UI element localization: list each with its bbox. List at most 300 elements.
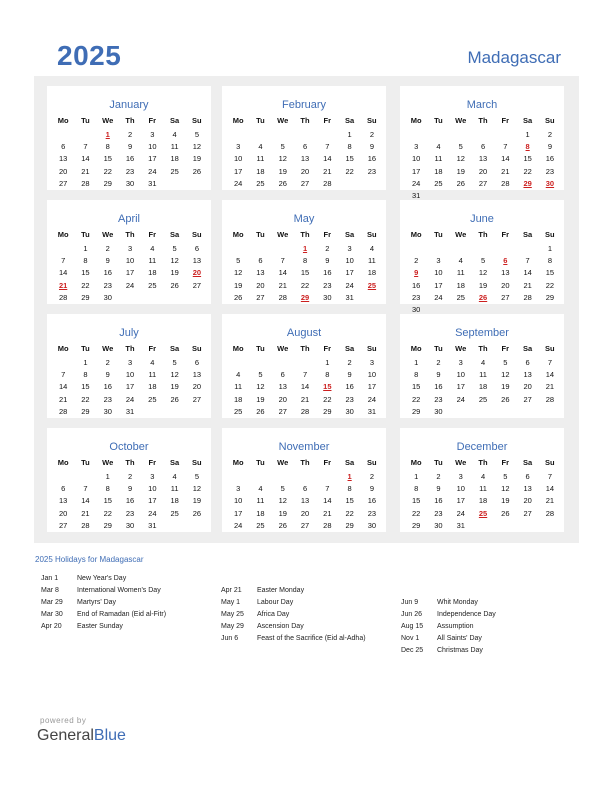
day-cell: 11 (234, 382, 243, 392)
day-cell: 13 (501, 268, 510, 278)
day-cell: 29 (81, 406, 90, 416)
month-title: March (466, 99, 498, 111)
weekday-label: Tu (81, 458, 90, 467)
weekday-label: Fr (148, 458, 157, 467)
day-cell: 29 (103, 520, 112, 530)
year-title: 2025 (57, 40, 122, 71)
day-cell: 1 (414, 472, 419, 481)
day-cell: 9 (105, 256, 110, 266)
day-cell: 27 (300, 520, 310, 530)
weekday-label: Sa (169, 230, 180, 239)
empty-cell (427, 129, 449, 141)
day-cell: 9 (547, 142, 553, 152)
day-grid (405, 129, 561, 202)
day-cell: 7 (83, 484, 88, 494)
weekday-label: Mo (410, 230, 422, 239)
day-cell: 15 (300, 268, 310, 278)
day-cell: 4 (150, 358, 155, 367)
weekday-label: Su (545, 116, 555, 125)
day-cell: 17 (434, 280, 443, 290)
empty-cell (450, 243, 472, 255)
day-cell: 1 (83, 244, 88, 253)
weekday-header (52, 344, 208, 353)
day-cell: 7 (547, 472, 553, 481)
holiday-name: Easter Monday (257, 587, 305, 594)
day-cell: 2 (127, 130, 133, 139)
holiday-row (221, 633, 366, 645)
weekday-label: Th (125, 458, 135, 467)
month-title: October (109, 441, 149, 453)
day-cell: 26 (170, 280, 179, 290)
holiday-name: Martyrs' Day (77, 599, 117, 606)
holiday-date: Dec 25 (401, 647, 424, 654)
holiday-date: Aug 15 (401, 623, 424, 630)
brand-general: General (37, 727, 94, 744)
day-cell: 30 (367, 520, 377, 530)
day-cell: 10 (434, 268, 443, 278)
day-cell: 9 (369, 142, 375, 152)
empty-cell (52, 471, 74, 483)
month-september (400, 314, 564, 418)
day-cell: 12 (192, 142, 202, 152)
day-cell: 8 (414, 370, 419, 380)
day-cell: 27 (501, 292, 510, 302)
day-cell: 14 (323, 154, 332, 164)
weekday-label: Sa (344, 344, 355, 353)
day-cell: 29 (81, 292, 90, 302)
weekday-header (405, 458, 561, 467)
day-cell: 28 (58, 292, 68, 302)
day-cell: 5 (194, 130, 200, 139)
day-cell: 16 (323, 268, 332, 278)
day-cell: 13 (300, 496, 310, 506)
day-cell: 12 (233, 268, 243, 278)
day-cell: 24 (434, 292, 443, 302)
day-cell: 19 (278, 508, 287, 518)
day-cell: 24 (456, 508, 465, 518)
month-april (47, 200, 211, 304)
day-cell: 2 (547, 130, 553, 139)
day-cell: 1 (83, 358, 88, 367)
holiday-day-cell: 15 (323, 382, 332, 392)
day-cell: 16 (434, 496, 443, 506)
empty-cell (52, 357, 74, 369)
day-cell: 20 (256, 280, 265, 290)
empty-cell (494, 129, 516, 141)
day-cell: 26 (278, 520, 287, 530)
day-cell: 10 (345, 256, 354, 266)
day-cell: 3 (127, 358, 133, 367)
day-cell: 15 (103, 154, 112, 164)
day-cell: 6 (525, 472, 530, 481)
day-cell: 17 (411, 166, 421, 176)
holiday-day-cell: 30 (545, 178, 555, 188)
day-cell: 8 (105, 484, 110, 494)
day-cell: 1 (347, 130, 352, 139)
weekday-label: Tu (434, 116, 443, 125)
day-cell: 18 (256, 508, 265, 518)
day-cell: 17 (233, 508, 243, 518)
day-cell: 20 (300, 508, 310, 518)
holiday-name: Assumption (437, 623, 474, 630)
day-cell: 29 (345, 520, 354, 530)
day-cell: 10 (411, 154, 421, 164)
day-cell: 12 (501, 370, 510, 380)
day-cell: 14 (545, 370, 555, 380)
day-grid (52, 243, 208, 304)
day-cell: 25 (233, 406, 243, 416)
day-cell: 13 (523, 370, 532, 380)
day-cell: 28 (300, 406, 310, 416)
day-cell: 25 (478, 394, 488, 404)
day-cell: 4 (172, 472, 177, 481)
day-cell: 27 (523, 508, 532, 518)
holiday-row (221, 609, 366, 621)
weekday-label: Fr (501, 116, 510, 125)
day-cell: 1 (105, 472, 110, 481)
day-cell: 23 (545, 166, 555, 176)
day-cell: 31 (367, 406, 377, 416)
holiday-name: Independence Day (437, 611, 496, 618)
day-cell: 23 (434, 394, 443, 404)
weekday-label: Fr (323, 230, 332, 239)
weekday-label: Sa (522, 116, 533, 125)
month-title: May (293, 213, 315, 225)
weekday-label: Tu (81, 344, 90, 353)
day-cell: 31 (345, 292, 354, 302)
weekday-label: Sa (522, 230, 533, 239)
day-cell: 8 (105, 142, 110, 152)
holidays-title: 2025 Holidays for Madagascar (35, 555, 144, 564)
weekday-label: Fr (501, 344, 510, 353)
holiday-day-cell: 29 (300, 292, 310, 302)
day-cell: 26 (192, 166, 202, 176)
weekday-label: Th (125, 116, 135, 125)
holiday-name: Ascension Day (257, 623, 304, 630)
day-cell: 4 (369, 244, 375, 253)
weekday-label: Th (300, 116, 310, 125)
day-cell: 11 (479, 370, 487, 380)
day-cell: 15 (103, 496, 112, 506)
month-november (222, 428, 386, 532)
holiday-date: Apr 20 (41, 623, 62, 630)
holiday-name: End of Ramadan (Eid al-Fitr) (77, 611, 167, 618)
day-cell: 27 (58, 178, 68, 188)
day-cell: 21 (300, 394, 310, 404)
month-january (47, 86, 211, 190)
day-cell: 21 (81, 166, 90, 176)
weekday-label: Su (367, 458, 377, 467)
day-cell: 19 (170, 382, 179, 392)
weekday-label: Sa (169, 458, 180, 467)
day-cell: 13 (192, 256, 202, 266)
weekday-header (52, 230, 208, 239)
weekday-label: Su (192, 458, 202, 467)
day-cell: 3 (236, 142, 241, 152)
holiday-name: Africa Day (257, 611, 290, 618)
holiday-date: Jun 6 (221, 635, 239, 642)
month-july (47, 314, 211, 418)
empty-cell (405, 243, 427, 255)
day-cell: 28 (545, 394, 555, 404)
day-cell: 18 (456, 280, 465, 290)
day-grid (405, 357, 561, 418)
day-cell: 19 (170, 268, 179, 278)
month-title: July (119, 327, 139, 339)
holiday-day-cell: 26 (478, 292, 488, 302)
holiday-name: All Saints' Day (437, 635, 482, 642)
day-cell: 28 (545, 508, 555, 518)
day-cell: 28 (58, 406, 68, 416)
weekday-label: We (455, 344, 467, 353)
day-cell: 28 (81, 178, 90, 188)
empty-cell (472, 243, 494, 255)
weekday-header (227, 458, 383, 467)
day-grid (52, 129, 208, 190)
weekday-header (405, 344, 561, 353)
day-cell: 22 (345, 166, 354, 176)
day-cell: 1 (325, 358, 330, 367)
day-cell: 6 (194, 244, 200, 253)
day-cell: 17 (125, 268, 135, 278)
day-cell: 18 (434, 166, 443, 176)
holiday-date: Mar 30 (41, 611, 63, 618)
holiday-name: Whit Monday (437, 599, 478, 606)
weekday-label: Sa (522, 458, 533, 467)
powered-by-text: powered by (40, 716, 87, 725)
day-cell: 16 (434, 382, 443, 392)
day-cell: 22 (103, 508, 112, 518)
holiday-row (401, 621, 496, 633)
holiday-row (401, 609, 496, 621)
day-cell: 28 (278, 292, 287, 302)
weekday-label: Fr (323, 458, 332, 467)
day-cell: 5 (458, 142, 463, 152)
day-cell: 10 (148, 142, 157, 152)
day-cell: 21 (81, 508, 90, 518)
holiday-date: Mar 29 (41, 599, 63, 606)
weekday-label: We (102, 116, 114, 125)
weekday-label: We (277, 230, 289, 239)
holiday-day-cell: 1 (105, 130, 110, 139)
day-cell: 13 (192, 370, 202, 380)
holiday-date: Jan 1 (41, 575, 59, 582)
day-cell: 11 (456, 268, 465, 278)
empty-cell (427, 243, 449, 255)
day-cell: 8 (83, 256, 88, 266)
day-cell: 11 (479, 484, 487, 494)
day-cell: 4 (458, 256, 463, 266)
holiday-day-cell: 25 (478, 508, 488, 518)
day-cell: 17 (233, 166, 243, 176)
weekday-label: Fr (501, 230, 510, 239)
weekday-label: Tu (434, 344, 443, 353)
empty-cell (52, 129, 74, 141)
day-cell: 2 (369, 130, 375, 139)
holiday-date: May 1 (221, 599, 241, 606)
day-cell: 2 (436, 358, 441, 367)
country-title: Madagascar (467, 48, 561, 67)
weekday-label: Mo (57, 230, 69, 239)
weekday-label: Fr (501, 458, 510, 467)
day-cell: 7 (525, 256, 530, 266)
holiday-name: International Women's Day (77, 587, 161, 594)
empty-cell (249, 471, 271, 483)
day-cell: 17 (125, 382, 135, 392)
day-cell: 23 (125, 508, 135, 518)
empty-cell (450, 129, 472, 141)
day-grid (405, 471, 561, 532)
month-may (222, 200, 386, 304)
day-cell: 28 (501, 178, 510, 188)
day-cell: 24 (233, 178, 243, 188)
day-cell: 5 (236, 256, 241, 266)
empty-cell (516, 243, 538, 255)
day-cell: 10 (125, 256, 135, 266)
day-cell: 10 (148, 484, 157, 494)
weekday-label: Sa (169, 344, 180, 353)
day-cell: 29 (103, 178, 112, 188)
day-cell: 30 (125, 178, 135, 188)
month-june (400, 200, 564, 314)
day-cell: 7 (503, 142, 508, 152)
day-cell: 21 (323, 508, 332, 518)
day-cell: 25 (256, 520, 265, 530)
day-cell: 8 (83, 370, 88, 380)
weekday-label: Fr (148, 230, 157, 239)
brand-blue: Blue (93, 727, 126, 744)
day-cell: 6 (258, 256, 263, 266)
holiday-column (221, 585, 366, 645)
day-cell: 12 (278, 496, 287, 506)
day-cell: 14 (501, 154, 510, 164)
holiday-column (401, 597, 496, 657)
day-cell: 14 (81, 154, 90, 164)
weekday-label: Mo (57, 344, 69, 353)
day-cell: 26 (278, 178, 287, 188)
month-title: June (470, 213, 494, 225)
day-cell: 25 (256, 178, 265, 188)
day-cell: 13 (523, 484, 532, 494)
day-cell: 24 (411, 178, 421, 188)
weekday-label: Fr (323, 116, 332, 125)
day-cell: 6 (61, 142, 66, 152)
day-cell: 30 (103, 406, 112, 416)
holiday-date: May 25 (221, 611, 244, 618)
day-cell: 16 (345, 382, 354, 392)
day-cell: 23 (367, 166, 377, 176)
weekday-label: Su (545, 458, 555, 467)
day-cell: 31 (148, 178, 157, 188)
day-cell: 9 (127, 142, 133, 152)
holiday-date: May 29 (221, 623, 244, 630)
weekday-label: Tu (256, 230, 265, 239)
holiday-name: New Year's Day (77, 575, 127, 582)
day-cell: 22 (300, 280, 310, 290)
day-cell: 14 (523, 268, 532, 278)
day-cell: 3 (414, 142, 419, 152)
empty-cell (316, 129, 338, 141)
empty-cell (272, 243, 294, 255)
empty-cell (272, 471, 294, 483)
day-cell: 14 (300, 382, 310, 392)
day-cell: 31 (456, 520, 465, 530)
day-cell: 22 (411, 394, 421, 404)
calendar-grid (34, 76, 579, 543)
day-cell: 10 (233, 154, 243, 164)
day-cell: 23 (411, 292, 421, 302)
day-cell: 21 (278, 280, 287, 290)
day-cell: 2 (325, 244, 330, 253)
day-cell: 2 (105, 358, 110, 367)
day-cell: 19 (192, 154, 202, 164)
day-cell: 3 (150, 130, 155, 139)
day-cell: 30 (323, 292, 332, 302)
day-cell: 14 (58, 268, 68, 278)
day-cell: 14 (81, 496, 90, 506)
holiday-date: Apr 21 (221, 587, 242, 594)
weekday-header (52, 458, 208, 467)
day-cell: 4 (436, 142, 441, 152)
month-title: November (278, 441, 330, 453)
day-cell: 30 (103, 292, 112, 302)
day-cell: 30 (434, 406, 443, 416)
weekday-label: We (455, 116, 467, 125)
day-cell: 29 (323, 406, 332, 416)
day-cell: 12 (192, 484, 202, 494)
day-cell: 12 (478, 268, 488, 278)
day-cell: 3 (150, 472, 155, 481)
day-cell: 1 (547, 244, 553, 253)
day-cell: 8 (547, 256, 553, 266)
day-cell: 1 (525, 130, 530, 139)
day-cell: 13 (478, 154, 488, 164)
day-cell: 9 (105, 370, 110, 380)
holiday-date: Mar 8 (41, 587, 59, 594)
day-cell: 5 (280, 484, 285, 494)
empty-cell (272, 129, 294, 141)
day-cell: 21 (545, 382, 555, 392)
day-cell: 11 (434, 154, 443, 164)
holiday-name: Easter Sunday (77, 623, 123, 630)
day-cell: 18 (367, 268, 377, 278)
day-cell: 22 (545, 280, 555, 290)
day-cell: 18 (170, 154, 179, 164)
empty-cell (249, 243, 271, 255)
weekday-label: Th (125, 344, 135, 353)
day-grid (405, 243, 561, 316)
weekday-label: Th (478, 344, 488, 353)
weekday-label: We (277, 458, 289, 467)
day-cell: 30 (434, 520, 443, 530)
day-grid (227, 357, 383, 418)
day-cell: 20 (501, 280, 510, 290)
day-cell: 10 (367, 370, 377, 380)
day-cell: 7 (83, 142, 88, 152)
day-cell: 15 (411, 382, 421, 392)
day-cell: 11 (170, 484, 179, 494)
weekday-header (227, 344, 383, 353)
day-cell: 19 (192, 496, 202, 506)
empty-cell (316, 471, 338, 483)
day-cell: 21 (501, 166, 510, 176)
day-cell: 24 (367, 394, 377, 404)
day-cell: 20 (300, 166, 310, 176)
day-cell: 17 (456, 496, 465, 506)
day-cell: 6 (480, 142, 486, 152)
holiday-date: Jun 9 (401, 599, 419, 606)
day-cell: 23 (103, 394, 112, 404)
